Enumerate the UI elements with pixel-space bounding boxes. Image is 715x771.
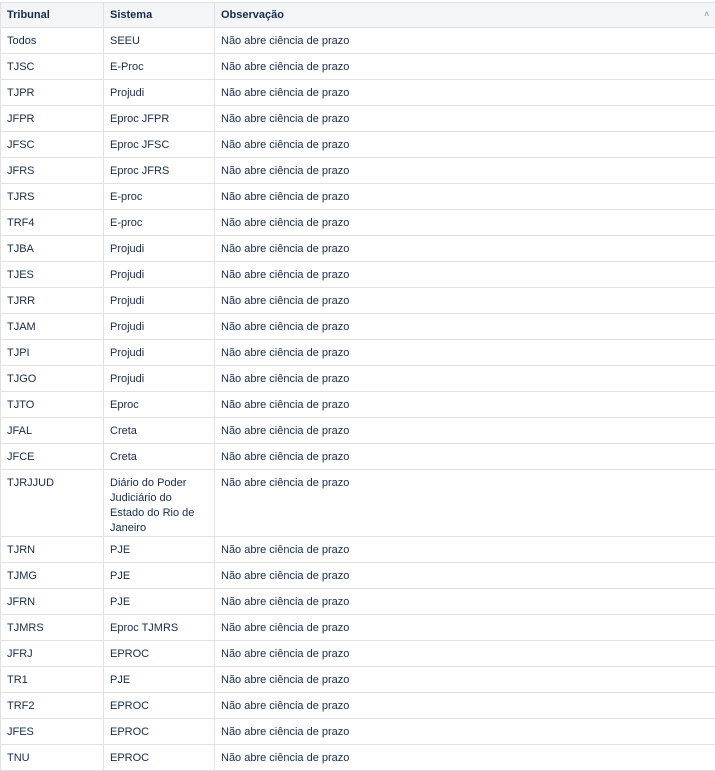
cell-tribunal: JFES [1,719,104,745]
cell-tribunal: TJES [1,262,104,288]
table-row [1,210,715,236]
table-row [1,314,715,340]
column-header-label: Sistema [110,9,152,21]
cell-observacao: Não abre ciência de prazo [215,288,715,314]
table-row [1,667,715,693]
cell-observacao: Não abre ciência de prazo [215,366,715,392]
cell-tribunal: TJBA [1,236,104,262]
table-row [1,158,715,184]
cell-tribunal: TJGO [1,366,104,392]
cell-observacao: Não abre ciência de prazo [215,537,715,563]
cell-sistema: Diário do Poder Judiciário do Estado do Rio de Janeiro [104,470,215,537]
cell-observacao: Não abre ciência de prazo [215,236,715,262]
table-row [1,132,715,158]
cell-observacao: Não abre ciência de prazo [215,719,715,745]
cell-observacao: Não abre ciência de prazo [215,158,715,184]
table-row [1,589,715,615]
cell-tribunal: TJPR [1,80,104,106]
cell-tribunal: JFRJ [1,641,104,667]
cell-sistema: Eproc TJMRS [104,615,215,641]
cell-sistema: E-proc [104,184,215,210]
cell-sistema: Projudi [104,80,215,106]
table-row [1,80,715,106]
cell-sistema: Projudi [104,314,215,340]
cell-observacao: Não abre ciência de prazo [215,667,715,693]
cell-observacao: Não abre ciência de prazo [215,210,715,236]
cell-sistema: Projudi [104,340,215,366]
cell-sistema: Creta [104,444,215,470]
cell-sistema: Eproc JFSC [104,132,215,158]
tribunal-table-container [0,2,715,771]
cell-tribunal: TJSC [1,54,104,80]
cell-observacao: Não abre ciência de prazo [215,444,715,470]
cell-sistema: Projudi [104,366,215,392]
table-row [1,366,715,392]
table-row [1,28,715,54]
cell-observacao: Não abre ciência de prazo [215,54,715,80]
cell-sistema: PJE [104,667,215,693]
cell-observacao: Não abre ciência de prazo [215,184,715,210]
cell-tribunal: TJRJJUD [1,470,104,537]
cell-observacao: Não abre ciência de prazo [215,615,715,641]
cell-sistema: EPROC [104,693,215,719]
table-row [1,340,715,366]
table-row [1,563,715,589]
cell-tribunal: JFCE [1,444,104,470]
cell-observacao: Não abre ciência de prazo [215,470,715,537]
cell-observacao: Não abre ciência de prazo [215,262,715,288]
cell-observacao: Não abre ciência de prazo [215,392,715,418]
cell-sistema: E-Proc [104,54,215,80]
cell-observacao: Não abre ciência de prazo [215,745,715,771]
table-row [1,444,715,470]
column-header-tribunal[interactable] [1,3,104,28]
cell-observacao: Não abre ciência de prazo [215,314,715,340]
table-body [1,28,715,771]
cell-sistema: Eproc JFRS [104,158,215,184]
cell-sistema: Projudi [104,288,215,314]
cell-sistema: SEEU [104,28,215,54]
table-row [1,719,715,745]
cell-sistema: Eproc [104,392,215,418]
cell-tribunal: JFAL [1,418,104,444]
sort-ascending-icon[interactable]: ˄ [704,7,709,22]
cell-tribunal: TRF4 [1,210,104,236]
table-row [1,418,715,444]
cell-tribunal: TRF2 [1,693,104,719]
table-row [1,54,715,80]
cell-tribunal: Todos [1,28,104,54]
cell-sistema: Eproc JFPR [104,106,215,132]
table-header-row [1,3,715,28]
cell-tribunal: TNU [1,745,104,771]
cell-tribunal: TJTO [1,392,104,418]
table-row [1,745,715,771]
column-header-label: Observação [221,9,284,21]
cell-sistema: EPROC [104,745,215,771]
table-row [1,641,715,667]
column-header-observacao[interactable] [215,3,715,28]
cell-tribunal: TJAM [1,314,104,340]
cell-observacao: Não abre ciência de prazo [215,80,715,106]
cell-observacao: Não abre ciência de prazo [215,563,715,589]
cell-observacao: Não abre ciência de prazo [215,28,715,54]
cell-tribunal: JFPR [1,106,104,132]
table-row [1,106,715,132]
cell-observacao: Não abre ciência de prazo [215,693,715,719]
column-header-label: Tribunal [7,9,50,21]
cell-sistema: E-proc [104,210,215,236]
cell-sistema: PJE [104,563,215,589]
cell-tribunal: TR1 [1,667,104,693]
table-row [1,288,715,314]
cell-observacao: Não abre ciência de prazo [215,589,715,615]
cell-sistema: Projudi [104,236,215,262]
cell-tribunal: TJRR [1,288,104,314]
cell-observacao: Não abre ciência de prazo [215,132,715,158]
cell-tribunal: TJMG [1,563,104,589]
cell-tribunal: TJMRS [1,615,104,641]
tribunal-table [0,2,715,771]
table-row [1,236,715,262]
cell-sistema: PJE [104,537,215,563]
cell-tribunal: TJPI [1,340,104,366]
cell-tribunal: TJRS [1,184,104,210]
table-row [1,262,715,288]
cell-tribunal: JFSC [1,132,104,158]
cell-sistema: Creta [104,418,215,444]
table-row [1,693,715,719]
table-row [1,392,715,418]
table-row [1,615,715,641]
cell-tribunal: JFRN [1,589,104,615]
cell-observacao: Não abre ciência de prazo [215,641,715,667]
cell-sistema: EPROC [104,641,215,667]
cell-observacao: Não abre ciência de prazo [215,418,715,444]
table-row [1,470,715,537]
cell-sistema: EPROC [104,719,215,745]
cell-observacao: Não abre ciência de prazo [215,340,715,366]
table-row [1,537,715,563]
cell-sistema: Projudi [104,262,215,288]
cell-sistema: PJE [104,589,215,615]
cell-tribunal: TJRN [1,537,104,563]
cell-observacao: Não abre ciência de prazo [215,106,715,132]
column-header-sistema[interactable] [104,3,215,28]
cell-tribunal: JFRS [1,158,104,184]
table-row [1,184,715,210]
